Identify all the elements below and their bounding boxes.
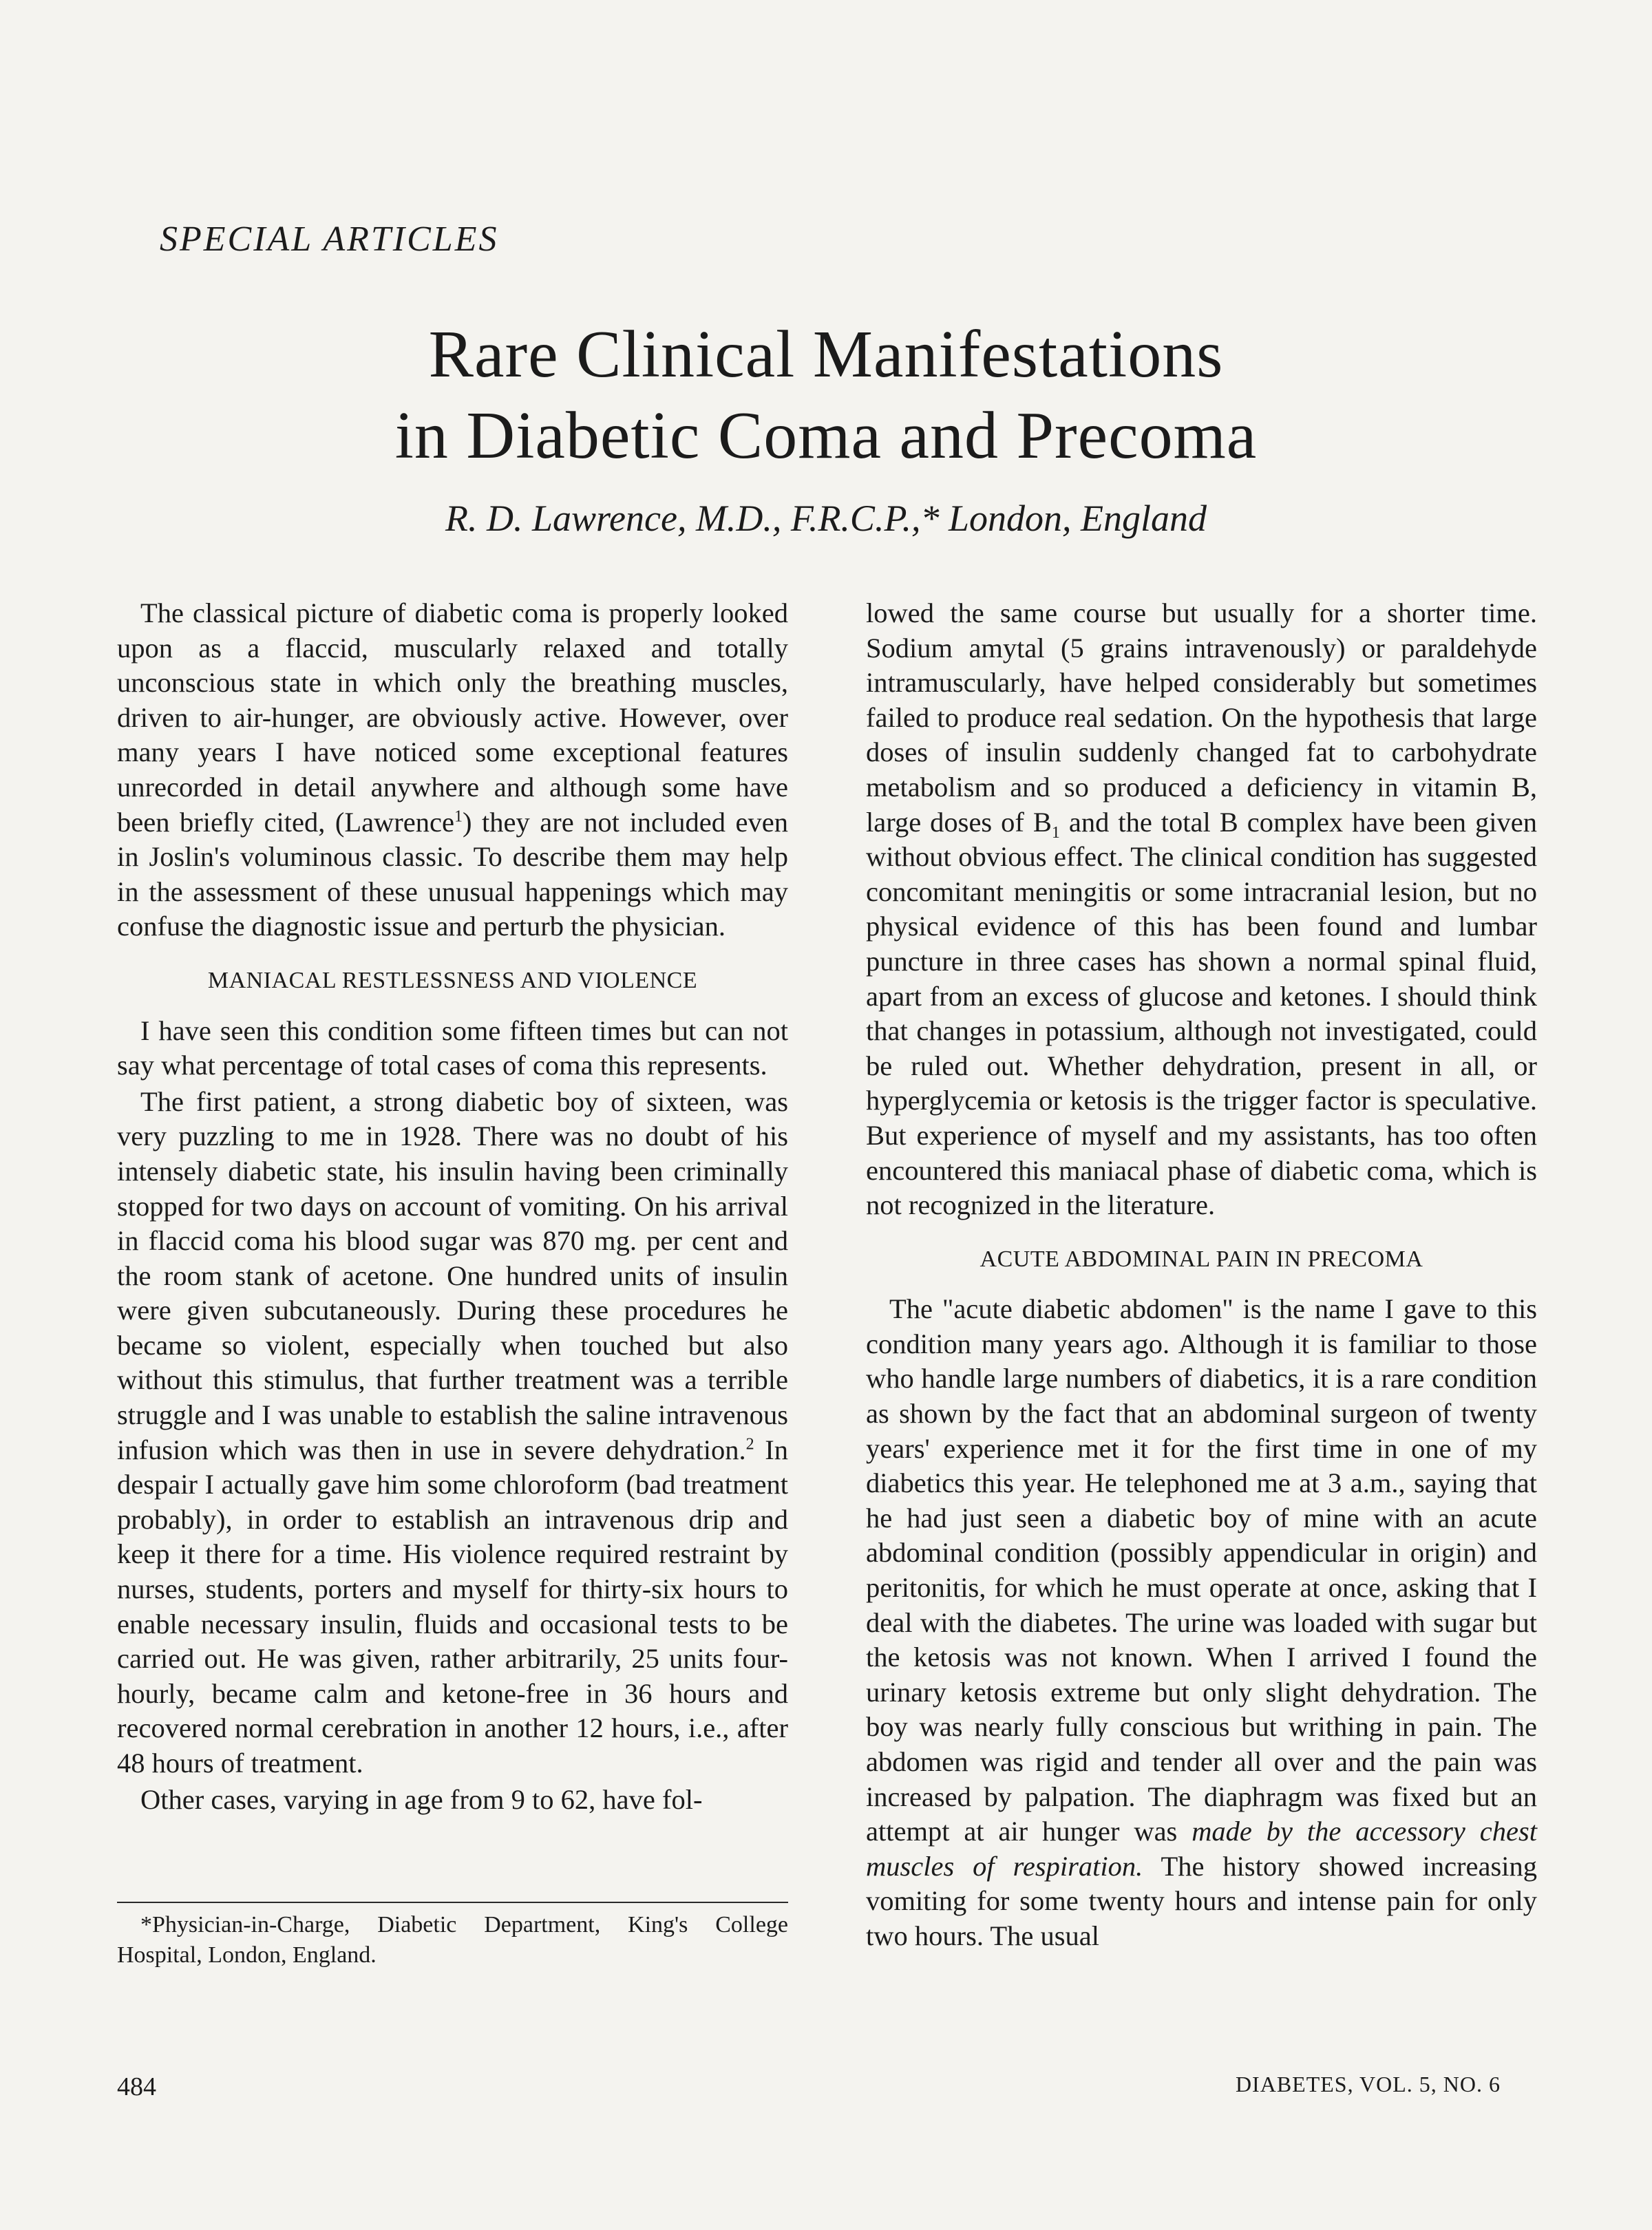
journal-footer: DIABETES, VOL. 5, NO. 6 [1235, 2072, 1501, 2096]
paragraph: I have seen this condition some fifteen times but can not say what percentage of total cases of coma this represents. [117, 1015, 788, 1081]
paragraph-text-cont: The history showed increasing vomiting for some twenty hours and intense pain for only two hours. The usual [866, 1850, 1537, 1951]
article-title [0, 314, 1652, 476]
reference-mark: 2 [745, 1435, 754, 1454]
footnote-text: *Physician-in-Charge, Diabetic Department, King's College Hospital, London, England. [117, 1912, 788, 1968]
section-heading-abdominal: ACUTE ABDOMINAL PAIN IN PRECOMA [979, 1246, 1423, 1272]
italic-text: made by the accessory chest muscles of respiration. [866, 1816, 1537, 1882]
intro-paragraph [117, 596, 788, 944]
section-heading-maniacal: MANIACAL RESTLESSNESS AND VIOLENCE [207, 967, 698, 993]
paragraph-text: lowed the same course but usually for a shorter time. Sodium amytal (5 grains intravenously) or paraldehyde intramuscularly, have helped considerably but sometimes failed to produce real sedation. On the hypothesis that large doses of insulin suddenly changed fat to carbohydrate metabolism and so produced a deficiency in vitamin B, large doses of B [866, 597, 1537, 838]
paragraph [866, 596, 1537, 1223]
intro-text: The classical picture of diabetic coma is properly looked upon as a flaccid, muscularly relaxed and totally unconscious state in which only the breathing muscles, driven to air-hunger, are obviously active. However, over many years I have noticed some exceptional features unrecorded in detail anywhere and although some have been briefly cited, (Lawrence [117, 597, 788, 838]
right-column [866, 596, 1537, 1955]
section-label: SPECIAL ARTICLES [160, 220, 499, 259]
reference-mark: 1 [454, 807, 463, 826]
paragraph: Other cases, varying in age from 9 to 62, have fol- [140, 1783, 703, 1815]
paragraph-text-cont: In despair I actually gave him some chloroform (bad treatment probably), in order to establish an intravenous drip and keep it there for a time. His violence required restraint by nurses, students, porters and myself for thirty-six hours to enable necessary insulin, fluids and occasional tests to be carried out. He was given, rather arbitrarily, 25 units four-hourly, became calm and ketone-free in 36 hours and recovered normal cerebration in another 12 hours, i.e., after 48 hours of treatment. [117, 1434, 788, 1778]
paragraph [117, 1085, 788, 1781]
paragraph-text: The "acute diabetic abdomen" is the name I gave to this condition many years ago. Although it is familiar to those who handle large numbers of diabetics, it is a rare condition as shown by the fact that an abdominal surgeon of twenty years' experience met it for the first time in one of my diabetics this year. He telephoned me at 3 a.m., saying that he had just seen a diabetic boy of mine with an acute abdominal condition (possibly appendicular in origin) and peritonitis, for which he must operate at once, asking that I deal with the diabetes. The urine was loaded with sugar but the ketosis was not known. When I arrived I found the urinary ketosis extreme but only slight dehydration. The boy was nearly fully conscious but writhing in pain. The abdomen was rigid and tender all over and the pain was increased by palpation. The diaphragm was fixed but an attempt at air hunger was [866, 1293, 1537, 1847]
paragraph [866, 1292, 1537, 1953]
paragraph-text: The first patient, a strong diabetic boy of sixteen, was very puzzling to me in 1928. There was no doubt of his intensely diabetic state, his insulin having been criminally stopped for two days on account of vomiting. On his arrival in flaccid coma his blood sugar was 870 mg. per cent and the room stank of acetone. One hundred units of insulin were given subcutaneously. During these procedures he became so violent, especially when touched but also without this stimulus, that further treatment was a terrible struggle and I was unable to establish the saline intravenous infusion which was then in use in severe dehydration. [117, 1085, 788, 1465]
title-line-1: Rare Clinical Manifestations [428, 317, 1224, 392]
author-byline: R. D. Lawrence, M.D., F.R.C.P.,* London, England [445, 498, 1207, 539]
page-number: 484 [117, 2072, 156, 2101]
intro-text-cont: ) they are not included even in Joslin's voluminous classic. To describe them may help in the assessment of these unusual happenings which may confuse the diagnostic issue and perturb the physician. [117, 806, 788, 942]
subscript-mark: 1 [1051, 823, 1060, 842]
title-line-2: in Diabetic Coma and Precoma [394, 399, 1258, 473]
left-column [117, 596, 788, 1818]
footnote [117, 1902, 788, 1971]
paragraph-text-cont: and the total B complex have been given without obvious effect. The clinical condition has suggested concomitant meningitis or some intracranial lesion, but no physical evidence of this has been found and lumbar puncture in three cases has shown a normal spinal fluid, apart from an excess of glucose and ketones. I should think that changes in potassium, although not investigated, could be ruled out. Whether dehydration, present in all, or hyperglycemia or ketosis is the trigger factor is speculative. But experience of myself and my assistants, has too often encountered this maniacal phase of diabetic coma, which is not recognized in the literature. [866, 806, 1537, 1221]
